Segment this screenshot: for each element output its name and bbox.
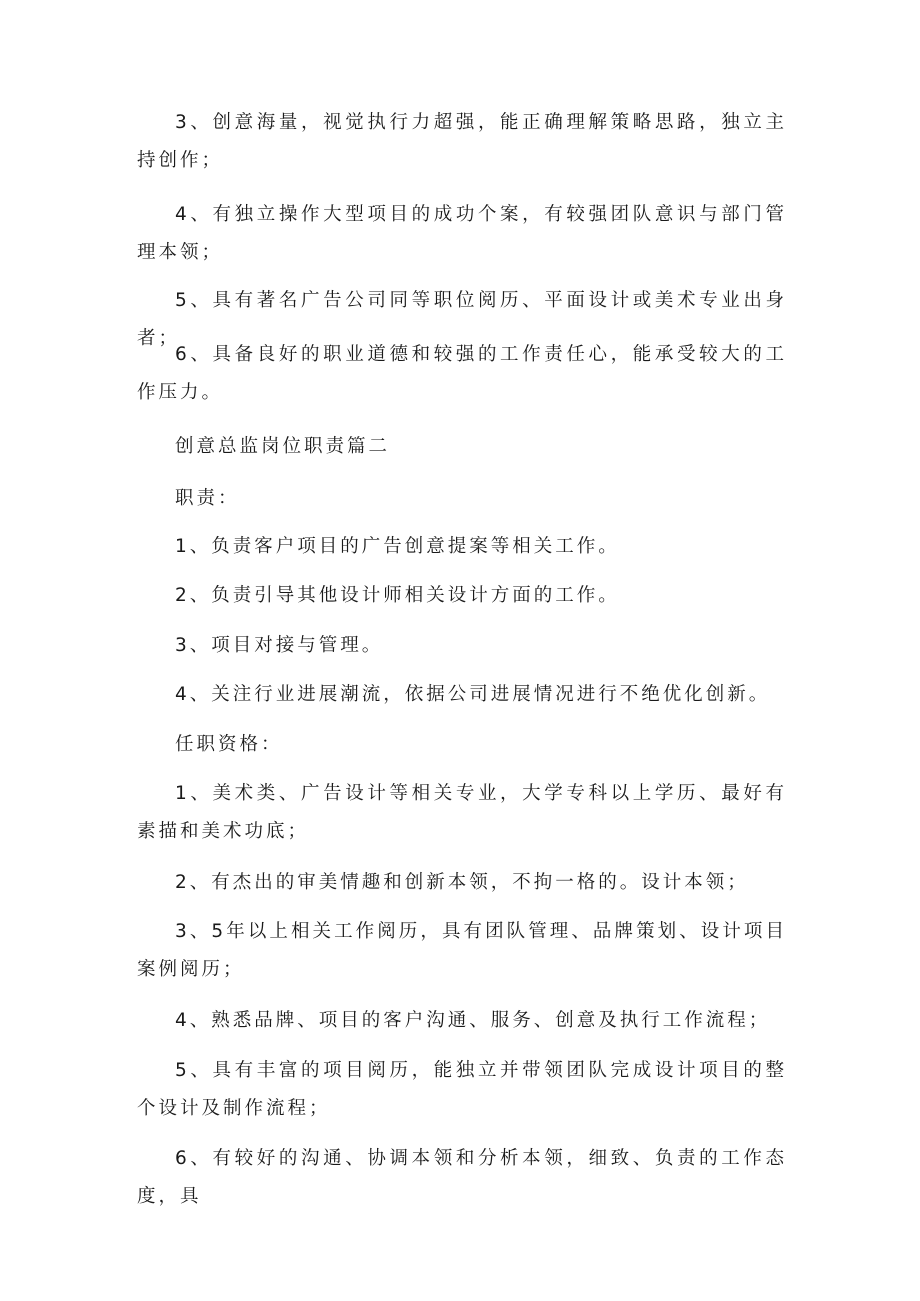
qualification-item-6: 6、有较好的沟通、协调本领和分析本领，细致、负责的工作态度，具 [137,1148,787,1207]
qualification-item-2: 2、有杰出的审美情趣和创新本领，不拘一格的。设计本领； [175,872,749,893]
qualification-item-3: 3、5年以上相关工作阅历，具有团队管理、品牌策划、设计项目案例阅历； [137,921,787,980]
qualification-item-4: 4、熟悉品牌、项目的客户沟通、服务、创意及执行工作流程； [175,1010,771,1031]
qualification-item-1: 1、美术类、广告设计等相关专业，大学专科以上学历、最好有素描和美术功底； [137,783,787,842]
paragraph-requirement-3: 3、创意海量，视觉执行力超强，能正确理解策略思路，独立主持创作； [137,112,787,171]
paragraph-requirement-6: 6、具备良好的职业道德和较强的工作责任心，能承受较大的工作压力。 [137,344,787,403]
section-title: 创意总监岗位职责篇二 [175,436,391,457]
duty-item-1: 1、负责客户项目的广告创意提案等相关工作。 [175,536,620,557]
duty-item-4: 4、关注行业进展潮流，依据公司进展情况进行不绝优化创新。 [175,684,771,705]
duty-item-2: 2、负责引导其他设计师相关设计方面的工作。 [175,585,620,606]
duty-item-3: 3、项目对接与管理。 [175,635,384,656]
paragraph-requirement-4: 4、有独立操作大型项目的成功个案，有较强团队意识与部门管理本领； [137,204,787,263]
paragraph-requirement-5: 5、具有著名广告公司同等职位阅历、平面设计或美术专业出身者； [137,290,787,349]
duties-heading: 职责： [175,488,240,509]
qualifications-heading: 任职资格： [175,734,283,755]
qualification-item-5: 5、具有丰富的项目阅历，能独立并带领团队完成设计项目的整个设计及制作流程； [137,1060,787,1119]
